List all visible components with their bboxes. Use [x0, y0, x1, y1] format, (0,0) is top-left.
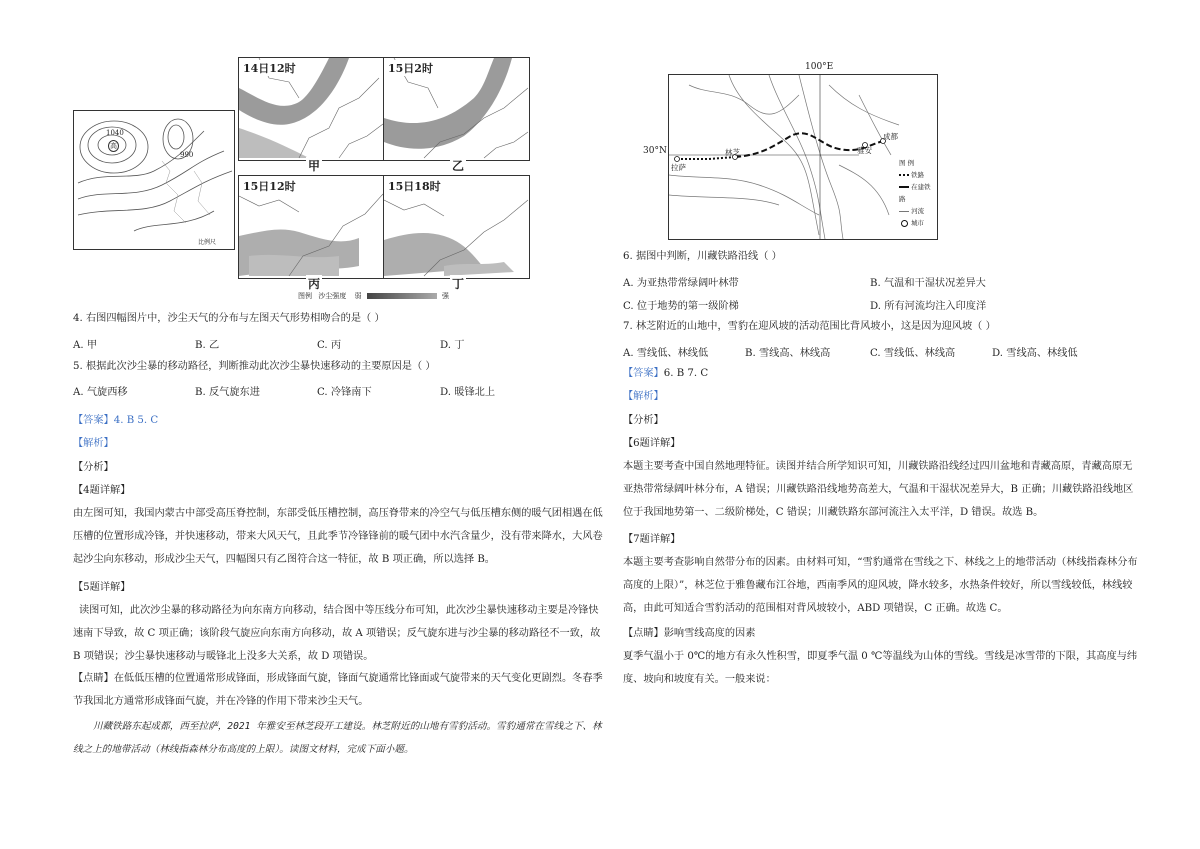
- q4-option-a: A. 甲: [73, 340, 98, 351]
- analysis-label-left: 【解析】: [73, 438, 114, 449]
- dust-panels: [238, 57, 538, 305]
- q7-option-c: C. 雪线低、林线高: [870, 348, 956, 359]
- panel-label-bing: 丙: [308, 277, 321, 291]
- q7-option-d: D. 雪线高、林线低: [992, 348, 1078, 359]
- q6-stem: 6. 据图中判断，川藏铁路沿线（ ）: [623, 251, 782, 262]
- latitude-label: 30°N: [643, 146, 667, 156]
- q4-detail-head: 【4题详解】: [73, 485, 131, 496]
- q7-option-a: A. 雪线低、林线低: [623, 348, 709, 359]
- q4-option-d: D. 丁: [440, 340, 465, 351]
- legend-railway-building: 在建铁路: [899, 183, 931, 203]
- analysis-label-right: 【解析】: [623, 391, 664, 402]
- q6-option-d: D. 所有河流均注入印度洋: [870, 301, 987, 312]
- q6-option-a: A. 为亚热带常绿阔叶林带: [623, 278, 739, 289]
- answer-tag-right: 【答案】: [623, 368, 664, 379]
- q4-option-b: B. 乙: [195, 340, 220, 351]
- panel-label-ding: 丁: [452, 277, 465, 291]
- legend-name: 沙尘强度: [318, 292, 347, 300]
- q5-detail-head: 【5题详解】: [73, 582, 131, 593]
- legend-city: 城市: [899, 217, 935, 229]
- q4-stem: 4. 右图四幅图片中，沙尘天气的分布与左图天气形势相吻合的是（ ）: [73, 313, 385, 324]
- high-center-mark: 高: [110, 142, 117, 150]
- panel-ding: [383, 175, 530, 279]
- panel-yi: [383, 57, 530, 161]
- panel-time-jia: 14日12时: [243, 62, 296, 75]
- legend-high: 强: [441, 292, 449, 300]
- panel-jia: [238, 57, 385, 161]
- q4-detail-text: 由左图可知，我国内蒙古中部受高压脊控制，东部受低压槽控制，高压脊带来的冷空气与低压槽东侧的暖气团相遇在低压槽的位置形成冷锋，并快速移动，带来大风天气，且此季节冷锋锋前的暖气团中水汽含量少，没有带来降水，大风卷起沙尘向东移动，形成沙尘天气，四幅图只有乙图符合这一特征，故 B 项正确，所以选择 B。: [73, 508, 603, 565]
- city-nyingchi: 林芝: [725, 148, 740, 157]
- q5-option-a: A. 气旋西移: [73, 387, 128, 398]
- legend-title: 图 例: [899, 159, 915, 167]
- q7-option-b: B. 雪线高、林线高: [745, 348, 831, 359]
- legend-prefix: 图例: [298, 292, 312, 300]
- q6-option-b: B. 气温和干湿状况差异大: [870, 278, 986, 289]
- answer-values-right: 6. B 7. C: [663, 368, 709, 379]
- q4-option-c: C. 丙: [317, 340, 342, 351]
- q6-detail-head: 【6题详解】: [623, 438, 681, 449]
- q7-detail-head: 【7题详解】: [623, 534, 681, 545]
- city-chengdu: 成都: [883, 132, 898, 141]
- panel-bing: [238, 175, 385, 279]
- isobar-map: [74, 111, 234, 249]
- scale-note: 比例尺: [198, 239, 217, 246]
- longitude-label: 100°E: [805, 62, 834, 72]
- answer-4-5: 【答案】4. B 5. C: [73, 415, 159, 426]
- tip-4-5: 【点睛】在低低压槽的位置通常形成锋面，形成锋面气旋，锋面气旋通常比锋面或气旋带来的天气变化更剧烈。冬春季节我国北方通常形成锋面气旋，并在冷锋的作用下带来沙尘天气。: [73, 673, 603, 707]
- fenxi-label-left: 【分析】: [73, 462, 114, 473]
- high-pressure-value: 1040: [106, 129, 124, 137]
- legend-railway: 铁路: [899, 169, 935, 181]
- map-legend: [899, 157, 935, 229]
- railway-map-figure: [668, 74, 938, 240]
- q7-stem: 7. 林芝附近的山地中，雪豹在迎风坡的活动范围比背风坡小，这是因为迎风坡（ ）: [623, 321, 996, 332]
- tip-head-right: 【点睛】影响雪线高度的因素: [623, 628, 756, 639]
- q5-option-c: C. 冷锋南下: [317, 387, 372, 398]
- panel-label-jia: 甲: [308, 159, 321, 173]
- q5-stem: 5. 根据此次沙尘暴的移动路径，判断推动此次沙尘暴快速移动的主要原因是（ ）: [73, 361, 436, 372]
- panel-time-bing: 15日12时: [243, 180, 296, 193]
- legend-gradient: [367, 293, 437, 299]
- panel-time-ding: 15日18时: [388, 180, 441, 193]
- city-lhasa: 拉萨: [671, 163, 686, 172]
- q7-detail-text: 本题主要考查影响自然带分布的因素。由材料可知，“雪豹通常在雪线之下、林线之上的地带活动（林线指森林分布高度的上限）”，林芝位于雅鲁藏布江谷地，西南季风的迎风坡，降水较多，水热条件较好，所以雪线较低，林线较高，由此可知适合雪豹活动的范围相对背风坡较小，ABD 项错误，C 正确。故选 C。: [623, 557, 1138, 614]
- weather-map-figure: [73, 110, 235, 250]
- dust-legend: [298, 291, 449, 301]
- q5-option-d: D. 暖锋北上: [440, 387, 496, 398]
- low-pressure-value: 990: [180, 151, 194, 159]
- city-yaan: 雅安: [857, 146, 872, 155]
- q5-option-b: B. 反气旋东进: [195, 387, 260, 398]
- q5-detail-text: 读图可知，此次沙尘暴的移动路径为向东南方向移动，结合图中等压线分布可知，此次沙尘暴快速移动主要是冷锋快速南下导致，故 C 项正确；该阶段气旋应向东南方向移动，故 A 项错误；反气旋东进与沙尘暴的移动路径不一致，故 B 项错误；沙尘暴快速移动与暖锋北上没多大关系，故 D 项错误。: [73, 605, 601, 662]
- tip-text-right: 夏季气温小于 0℃的地方有永久性积雪，即夏季气温 0 ℃等温线为山体的雪线。雪线是冰雪带的下限，其高度与纬度、坡向和坡度有关。一般来说：: [623, 651, 1138, 685]
- railway-map: [669, 75, 937, 239]
- answer-6-7: [623, 367, 708, 381]
- fenxi-label-right: 【分析】: [623, 415, 664, 426]
- material-text: 川藏铁路东起成都，西至拉萨，2021 年雅安至林芝段开工建设。林芝附近的山地有雪豹活动。雪豹通常在雪线之下、林线之上的地带活动（林线指森林分布高度的上限）。读图文材料，完成下面小题。: [73, 721, 602, 755]
- q6-option-c: C. 位于地势的第一级阶梯: [623, 301, 739, 312]
- legend-low: 弱: [354, 292, 362, 300]
- panel-label-yi: 乙: [452, 159, 465, 173]
- panel-time-yi: 15日2时: [388, 62, 433, 75]
- q6-detail-text: 本题主要考查中国自然地理特征。读图并结合所学知识可知，川藏铁路沿线经过四川盆地和青藏高原，青藏高原无亚热带常绿阔叶林分布，A 错误；川藏铁路沿线地势高差大，气温和干湿状况差异大，B 正确；川藏铁路沿线地区位于我国地势第一、二级阶梯处，C 错误；川藏铁路东部河流注入太平洋，D 错误。故选 B。: [623, 461, 1134, 518]
- legend-river: 河流: [899, 205, 935, 217]
